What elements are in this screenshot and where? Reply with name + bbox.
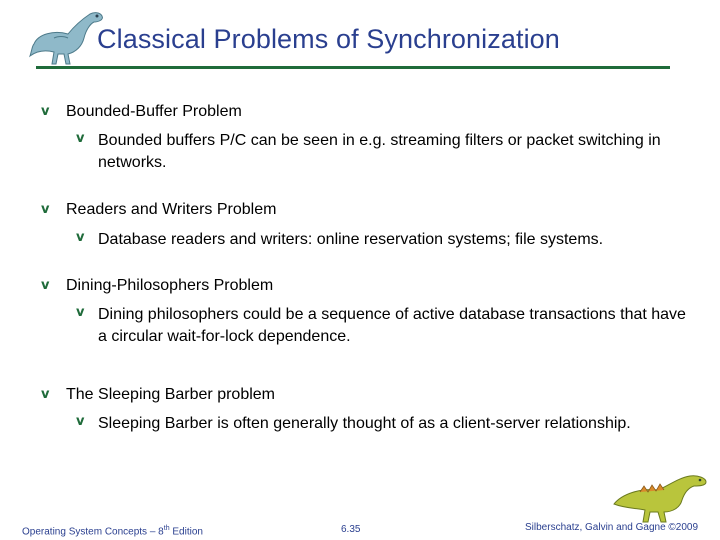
bullet-icon: v <box>41 278 50 293</box>
sub-list-item-text: Dining philosophers could be a sequence of active database transactions that have a circular wait-for-lock dependence. <box>98 306 686 345</box>
footer-book-prefix: Operating System Concepts – 8 <box>22 526 164 538</box>
bullet-icon: v <box>76 414 85 429</box>
bullet-icon: v <box>41 104 50 119</box>
sub-list-item-text: Bounded buffers P/C can be seen in e.g. streaming filters or packet switching in networks. <box>98 132 661 171</box>
bullet-icon: v <box>41 202 50 217</box>
sub-list-item-text: Sleeping Barber is often generally thought of as a client-server relationship. <box>98 415 631 432</box>
bullet-icon: v <box>76 131 85 146</box>
page-title: Classical Problems of Synchronization <box>97 24 560 54</box>
footer-authors: Silberschatz, Galvin and Gagne ©2009 <box>525 522 699 533</box>
bullet-icon: v <box>41 387 50 402</box>
footer-book-suffix: Edition <box>169 526 203 538</box>
bullet-icon: v <box>76 230 85 245</box>
list-item-label: Bounded-Buffer Problem <box>66 103 242 120</box>
footer-book-sup: th <box>163 525 170 532</box>
title-divider <box>36 66 670 69</box>
footer-book <box>22 525 203 537</box>
page-number: 6.35 <box>341 524 361 535</box>
list-item-label: The Sleeping Barber problem <box>66 386 276 403</box>
dinosaur-icon <box>610 466 710 526</box>
sub-list-item-text: Database readers and writers: online reservation systems; file systems. <box>98 231 604 248</box>
bullet-icon: v <box>76 305 85 320</box>
list-item-label: Dining-Philosophers Problem <box>66 277 274 294</box>
list-item-label: Readers and Writers Problem <box>66 201 277 218</box>
